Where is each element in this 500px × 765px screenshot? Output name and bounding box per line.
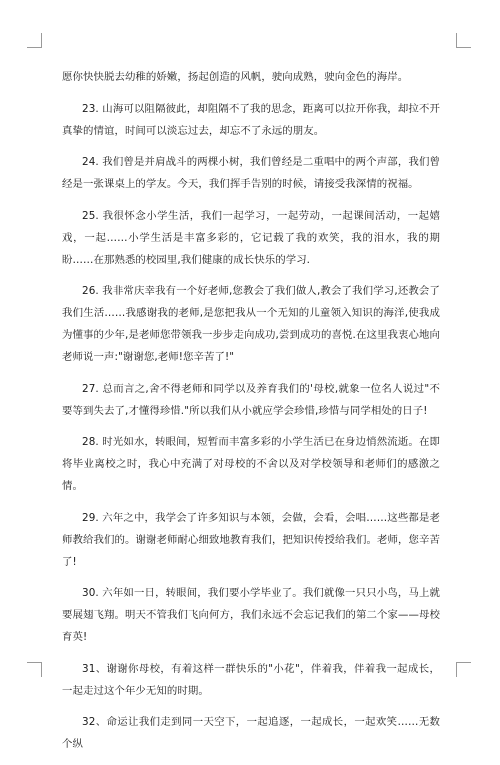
crop-mark-top-left (27, 33, 42, 48)
paragraph-24: 24. 我们曾是并肩战斗的两棵小树，我们曾经是二重唱中的两个声部，我们曾经是一张课桌上的学友。今天，我们挥手告别的时候，请接受我深情的祝福。 (62, 156, 440, 190)
crop-mark-bottom-left (27, 662, 42, 677)
paragraph-29: 29. 六年之中，我学会了许多知识与本领，会做，会看，会唱……这些都是老师教给我们的。谢谢老师耐心细致地教育我们，把知识传授给我们。老师，您辛苦了! (62, 511, 440, 568)
paragraph-28: 28. 时光如水，转眼间，短暂而丰富多彩的小学生活已在身边悄然流逝。在即将毕业离校之时，我心中充满了对母校的不舍以及对学校领导和老师们的感激之情。 (62, 436, 440, 492)
paragraph-32: 32、命运让我们走到同一天空下，一起追逐，一起成长，一起欢笑……无数个纵 (62, 716, 440, 750)
crop-mark-top-right (456, 33, 471, 48)
document-body (62, 66, 440, 765)
paragraph-27: 27. 总而言之,舍不得老师和同学以及养育我们的'母校,就象一位名人说过"不要等到失去了,才懂得珍惜."所以我们从小就应学会珍惜,珍惜与同学相处的日子! (62, 382, 440, 417)
paragraph-23: 23. 山海可以阻隔彼此，却阻隔不了我的思念，距离可以拉开你我，却拉不开真挚的情谊，时间可以淡忘过去，却忘不了永远的朋友。 (62, 102, 440, 137)
paragraph-31: 31、谢谢你母校，有着这样一群快乐的"小花"，伴着我，伴着我一起成长，一起走过这个年少无知的时期。 (62, 662, 440, 697)
paragraph-25: 25. 我很怀念小学生活，我们一起学习，一起劳动，一起课间活动，一起嬉戏，一起……小学生活是丰富多彩的，它记载了我的欢笑，我的泪水，我的期盼……在那熟悉的校园里,我们健康的成长快乐的学习. (62, 209, 440, 266)
paragraph-continuation: 愿你快快脱去幼稚的娇嫩，扬起创造的风帆，驶向成熟，驶向金色的海岸。 (62, 71, 409, 83)
paragraph-30: 30. 六年如一日，转眼间，我们要小学毕业了。我们就像一只只小鸟，马上就要展翅飞翔。明天不管我们飞向何方，我们永远不会忘记我们的第二个家——母校育英! (62, 587, 440, 643)
paragraph-26: 26. 我非常庆幸我有一个好老师,您教会了我们做人,教会了我们学习,还教会了我们生活……我感谢我的老师,是您把我从一个无知的儿童领入知识的海洋,使我成为懂事的少年,是老师您带领我一步步走向成功,尝到成功的喜悦.在这里我衷心地向老师说一声:"谢谢您,老师!您辛苦了!" (62, 285, 440, 363)
crop-mark-bottom-right (456, 662, 471, 677)
